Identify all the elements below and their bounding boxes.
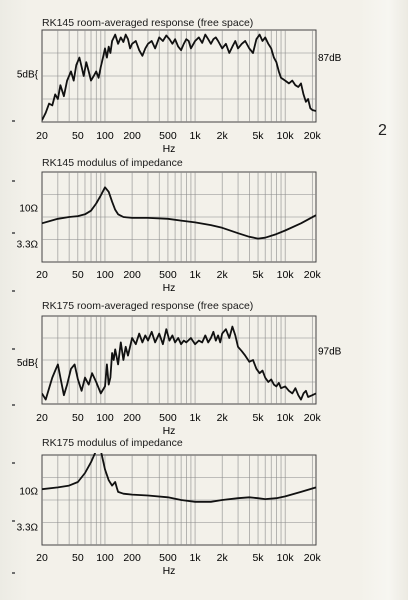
x-tick-label: 1k [189, 552, 201, 564]
x-tick-label: 1k [189, 130, 201, 142]
x-axis-label: Hz [162, 565, 176, 577]
x-axis-label: Hz [162, 425, 176, 437]
x-tick-label: 100 [96, 552, 114, 564]
x-tick-label: 1k [189, 412, 201, 424]
series-line [42, 444, 316, 502]
x-tick-label: 20k [303, 412, 321, 424]
chart-3 [17, 300, 342, 437]
x-tick-label: 2k [216, 552, 228, 564]
level-label-left: 5dB{ [16, 358, 38, 370]
x-tick-label: 50 [72, 412, 84, 424]
x-tick-label: 10k [276, 552, 294, 564]
x-tick-label: 20 [36, 130, 48, 142]
x-tick-label: 2k [216, 269, 228, 281]
x-tick-label: 2k [216, 412, 228, 424]
chart-title: RK175 modulus of impedance [42, 437, 183, 449]
x-tick-label: 20 [36, 269, 48, 281]
x-tick-label: 500 [159, 130, 177, 142]
x-tick-label: 200 [123, 130, 141, 142]
x-tick-label: 200 [123, 412, 141, 424]
x-tick-label: 20 [36, 412, 48, 424]
level-label-right: 97dB [318, 346, 342, 358]
level-label-left: 10Ω [19, 203, 38, 215]
x-tick-label: 5k [252, 269, 264, 281]
level-label-left: 3.3Ω [16, 522, 38, 534]
x-axis-label: Hz [162, 143, 176, 155]
x-tick-label: 5k [252, 130, 264, 142]
x-tick-label: 20k [303, 130, 321, 142]
level-label-left: 5dB{ [16, 69, 38, 81]
series-line [42, 327, 316, 400]
x-tick-label: 2k [216, 130, 228, 142]
x-tick-label: 10k [276, 412, 294, 424]
x-tick-label: 200 [123, 552, 141, 564]
x-tick-label: 50 [72, 130, 84, 142]
x-tick-label: 100 [96, 130, 114, 142]
x-tick-label: 100 [96, 412, 114, 424]
x-tick-label: 5k [252, 552, 264, 564]
level-label-left: 3.3Ω [16, 239, 38, 251]
chart-title: RK145 room-averaged response (free space) [42, 17, 254, 29]
chart-title: RK175 room-averaged response (free space) [42, 300, 254, 312]
x-tick-label: 20k [303, 269, 321, 281]
x-tick-label: 50 [72, 552, 84, 564]
x-tick-label: 10k [276, 130, 294, 142]
x-tick-label: 500 [159, 412, 177, 424]
x-tick-label: 5k [252, 412, 264, 424]
x-tick-label: 10k [276, 269, 294, 281]
series-line [42, 35, 316, 121]
x-tick-label: 1k [189, 269, 201, 281]
level-label-right: 87dB [318, 53, 342, 65]
chart-1 [17, 17, 342, 155]
x-tick-label: 200 [123, 269, 141, 281]
series-line [42, 187, 316, 238]
x-tick-label: 20k [303, 552, 321, 564]
x-tick-label: 100 [96, 269, 114, 281]
chart-4 [17, 437, 322, 577]
x-tick-label: 500 [159, 269, 177, 281]
x-axis-label: Hz [162, 282, 176, 294]
x-tick-label: 20 [36, 552, 48, 564]
level-label-left: 10Ω [19, 486, 38, 498]
chart-2 [17, 157, 322, 294]
chart-title: RK145 modulus of impedance [42, 157, 183, 169]
page-number: 2 [378, 122, 387, 139]
x-tick-label: 500 [159, 552, 177, 564]
x-tick-label: 50 [72, 269, 84, 281]
